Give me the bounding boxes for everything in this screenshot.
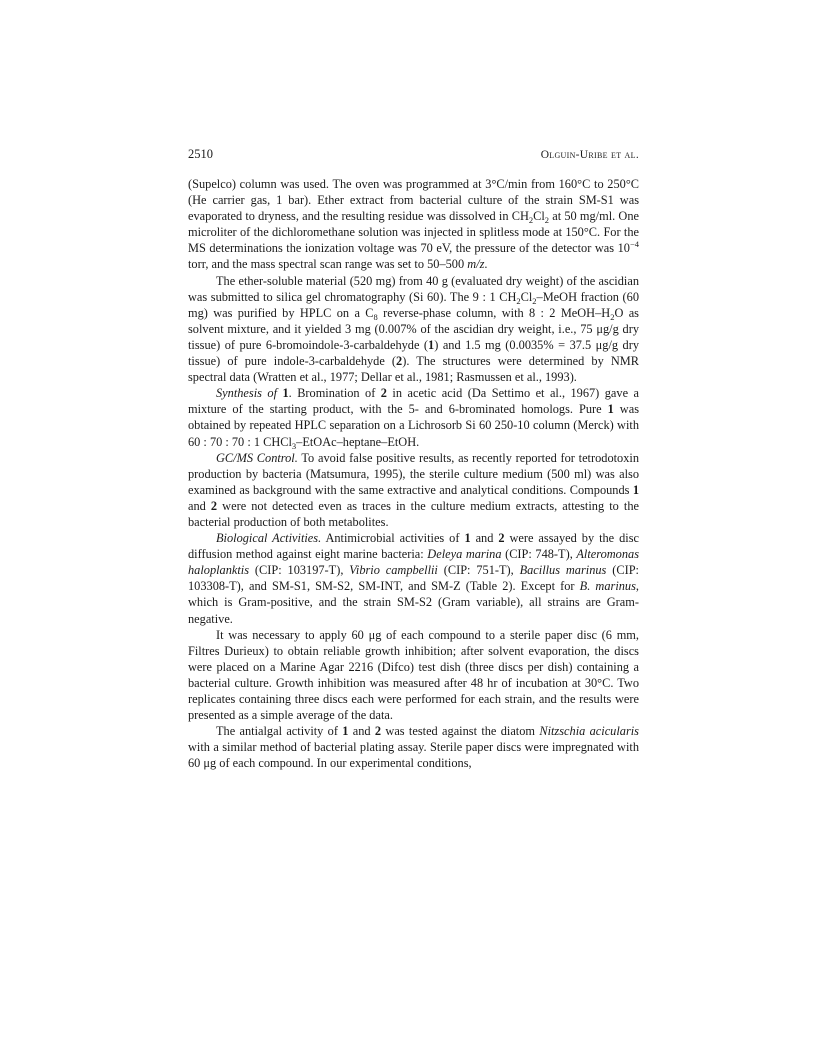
paragraph-extraction: The ether-soluble material (520 mg) from 40 g (evaluated dry weight) of the ascidian was submitted to silica gel chromatography (Si 60). The 9 : 1 $CH_2Cl_2$–MeOH fraction (60 mg) was purified by HPLC on a $C_8$ reverse-phase column, with 8 : 2 MeOH–$H_2O$ as solvent mixture, and it yielded 3 mg (0.007% of the ascidian dry weight, i.e., 75 μg/g dry tissue) of pure 6-bromoindole-3-carbaldehyde (1) and 1.5 mg (0.0035% = 37.5 μg/g dry tissue) of pure indole-3-carbaldehyde (2). The structures were determined by NMR spectral data (Wratten et al., 1977; Dellar et al., 1981; Rasmussen et al., 1993). (188, 273, 640, 385)
page (188, 147, 639, 771)
paragraph-gc-conditions: (Supelco) column was used. The oven was programmed at 3°C/min from 160°C to 250°C (He carrier gas, 1 bar). Ether extract from bacterial culture of the strain SM-S1 was evaporated to dryness, and the resulting residue was dissolved in $CH_2Cl_2$ at 50 mg/ml. One microliter of the dichloromethane solution was injected in splitless mode at 150°C. For the MS determinations the ionization voltage was 70 eV, the pressure of the detector was $10^{-4}$ torr, and the mass spectral scan range was set to 50–500 m/z. (188, 177, 639, 272)
paragraph-disc-method: It was necessary to apply 60 μg of each compound to a sterile paper disc (6 mm, Filtres Durieux) to obtain reliable growth inhibition; after solvent evaporation, the discs were placed on a Marine Agar 2216 (Difco) test dish (three discs per dish) containing a bacterial culture. Growth inhibition was measured after 48 hr of incubation at 30°C. Two replicates containing three discs each were performed for each strain, and the results were presented as a simple average of the data. (188, 627, 639, 723)
page-number: 2510 (188, 147, 213, 161)
paragraph-biological-activities: Biological Activities. Antimicrobial activities of 1 and 2 were assayed by the disc diffusion method against eight marine bacteria: Deleya marina (CIP: 748-T), Alteromonas haloplanktis (CIP: 103197-T), Vibrio campbellii (CIP: 751-T), Bacillus marinus (CIP: 103308-T), and SM-S1, SM-S2, SM-INT, and SM-Z (Table 2). Except for B. marinus, which is Gram-positive, and the strain SM-S2 (Gram variable), all strains are Gram-negative. (188, 531, 640, 626)
running-head: Olguin-Uribe et al. (540, 149, 639, 161)
paragraph-gcms-control: GC/MS Control. To avoid false positive results, as recently reported for tetrodotoxin production by bacteria (Matsumura, 1995), the sterile culture medium (500 ml) was also examined as background with the same extractive and analytical conditions. Compounds 1 and 2 were not detected even as traces in the culture medium extracts, attesting to the bacterial production of both metabolites. (188, 450, 639, 529)
page-header (188, 147, 639, 162)
paragraph-antialgal: The antialgal activity of 1 and 2 was tested against the diatom Nitzschia acicularis with a similar method of bacterial plating assay. Sterile paper discs were impregnated with 60 μg of each compound. In our experimental conditions, (188, 724, 639, 771)
paragraph-synthesis: Synthesis of 1. Bromination of 2 in acetic acid (Da Settimo et al., 1967) gave a mixture of the starting product, with the 5- and 6-brominated homologs. Pure 1 was obtained by repeated HPLC separation on a Lichrosorb Si 60 250-10 column (Merck) with 60 : 70 : 70 : 1 CHCl$_3$–EtOAc–heptane–EtOH. (188, 386, 639, 451)
